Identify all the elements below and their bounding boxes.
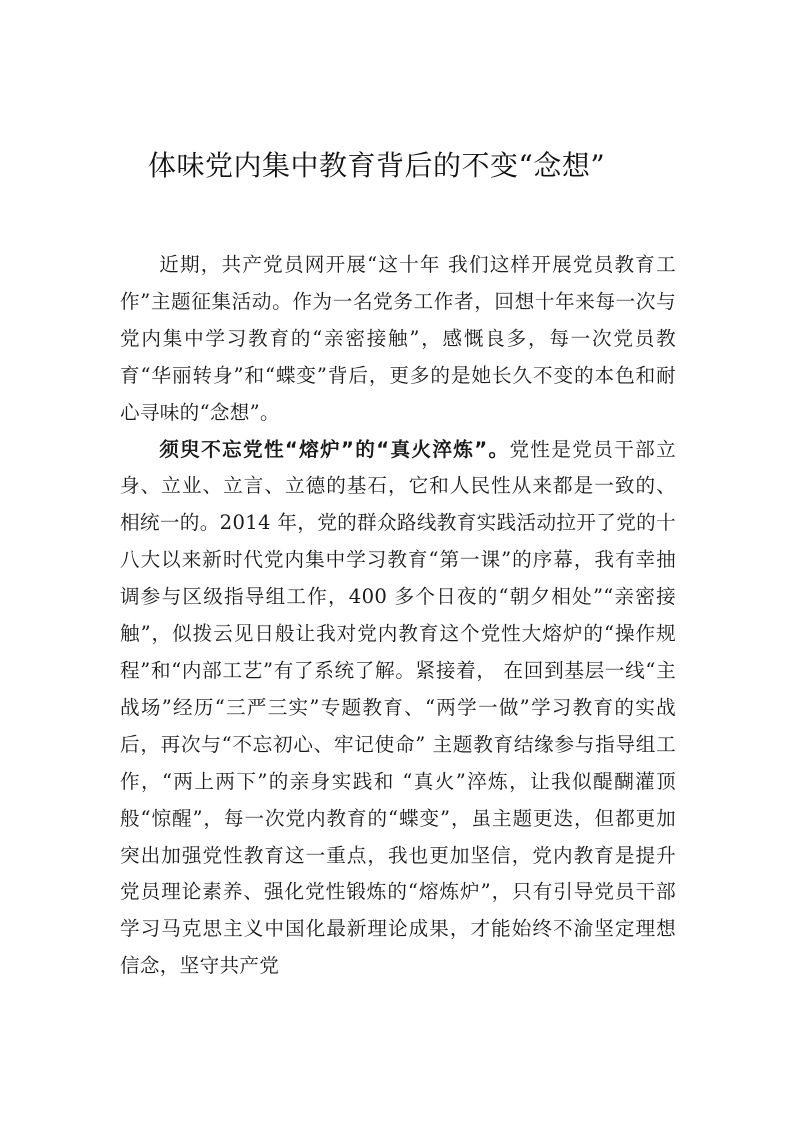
document-body — [120, 247, 676, 985]
paragraph-body: 党性是党员干部立身、立业、立言、立德的基石，它和人民性从来都是一致的、相统一的。2014 年，党的群众路线教育实践活动拉开了党的十八大以来新时代党内集中学习教育“第一课”的序幕，我有幸抽调参与区级指导组工作，400 多个日夜的“朝夕相处”“亲密接触”，似拨云见日般让我对党内教育这个党性大熔炉的“操作规程”和“内部工艺”有了系统了解。紧接着， 在回到基层一线“主战场”经历“三严三实”专题教育、“两学一做”学习教育的实战后，再次与“不忘初心、牢记使命” 主题教育结缘参与指导组工作，“两上两下”的亲身实践和 “真火”淬炼，让我似醍醐灌顶般“惊醒”，每一次党内教育的“蝶变”，虽主题更迭，但都更加突出加强党性教育这一重点，我也更加坚信，党内教育是提升党员理论素养、强化党性锻炼的“熔炼炉”，只有引导党员干部学习马克思主义中国化最新理论成果，才能始终不渝坚定理想信念，坚守共产党 — [120, 437, 676, 978]
paragraph-heading: 须臾不忘党性“熔炉”的“真火淬炼”。 — [159, 437, 510, 461]
paragraph-intro: 近期，共产党员网开展“这十年 我们这样开展党员教育工作”主题征集活动。作为一名党务工作者，回想十年来每一次与党内集中学习教育的“亲密接触”，感慨良多，每一次党员教育“华丽转身”和“蝶变”背后，更多的是她长久不变的本色和耐心寻味的“念想”。 — [120, 253, 676, 424]
paragraph-party-spirit — [120, 432, 676, 986]
document-title: 体味党内集中教育背后的不变“念想” — [148, 149, 606, 182]
